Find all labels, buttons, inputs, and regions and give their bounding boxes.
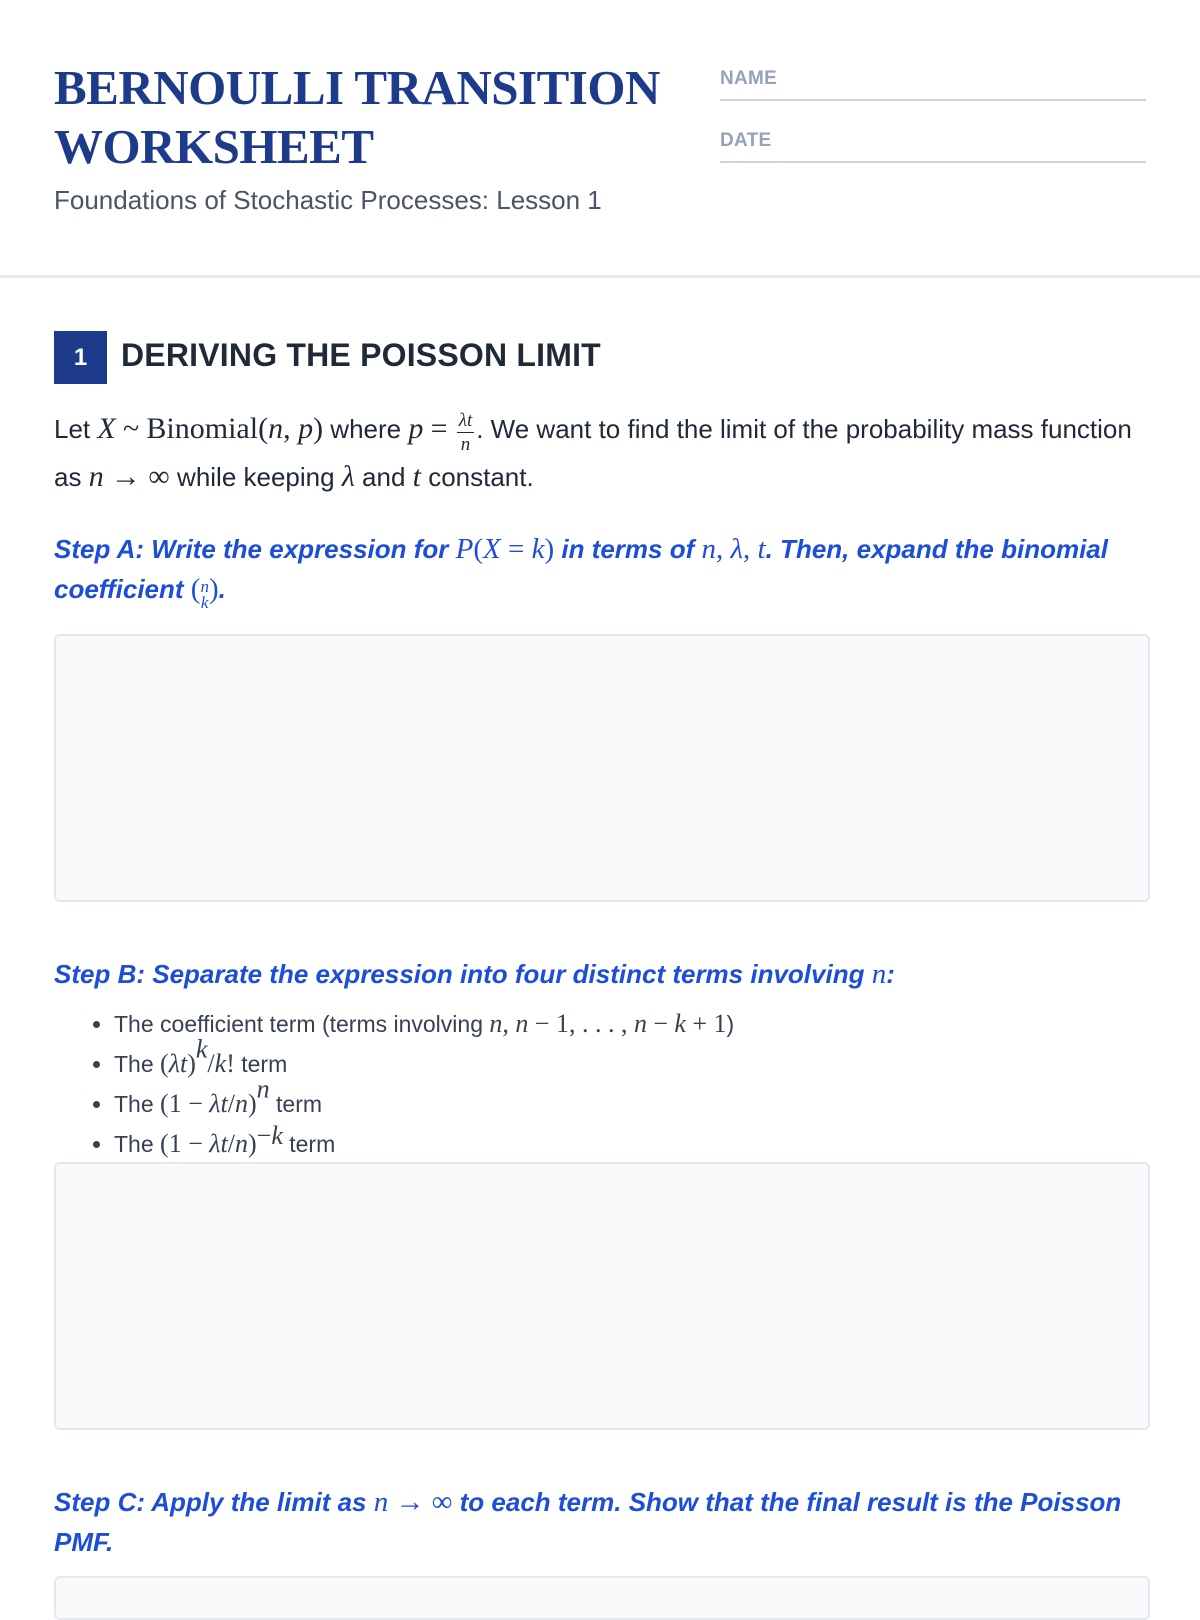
section-number-badge: 1 (54, 331, 107, 384)
term-list (54, 1004, 734, 1164)
step-b-prompt: Step B: Separate the expression into four distinct terms involving n: (54, 958, 895, 990)
fraction: $\frac{\lambda t}{n}$ (458, 410, 473, 455)
date-field[interactable] (720, 123, 1146, 163)
section-title: DERIVING THE POISSON LIMIT (121, 337, 601, 373)
step-c-answer-box[interactable] (54, 1576, 1150, 1620)
step-c-prompt: Step C: Apply the limit as n → ∞ to each term. Show that the final result is the Poisson PMF. (54, 1486, 1122, 1557)
list-item: • The $(\lambda t)^k/k$! term (114, 1044, 734, 1084)
step-a-answer-box[interactable] (54, 634, 1150, 902)
binomial-coefficient: (n k) (190, 573, 219, 612)
problem-statement: Let X ~ Binomial(n, p) where p = $\frac{\lambda t}{n}$ . We want to find the limit of the probability mass function as n → ∞ while keeping λ and t constant. (54, 410, 1132, 493)
list-item: • The $(1 - \lambda t/n)^n$ term (114, 1084, 734, 1124)
list-item: • The coefficient term (terms involving n, n − 1, . . . , n − k + 1) (114, 1004, 734, 1044)
name-field[interactable] (720, 61, 1146, 101)
name-label: NAME (720, 68, 778, 89)
step-a-prompt: Step A: Write the expression for P(X = k) in terms of n, λ, t. Then, expand the binomial coefficient (n k). (54, 533, 1108, 612)
list-item: • The $(1 - \lambda t/n)^{-k}$ term (114, 1124, 734, 1164)
worksheet-header (0, 0, 1200, 278)
step-b-answer-box[interactable] (54, 1162, 1150, 1430)
date-label: DATE (720, 130, 772, 151)
worksheet-title: BERNOULLI TRANSITION WORKSHEET (54, 60, 660, 174)
worksheet-subtitle: Foundations of Stochastic Processes: Lesson 1 (54, 185, 602, 215)
